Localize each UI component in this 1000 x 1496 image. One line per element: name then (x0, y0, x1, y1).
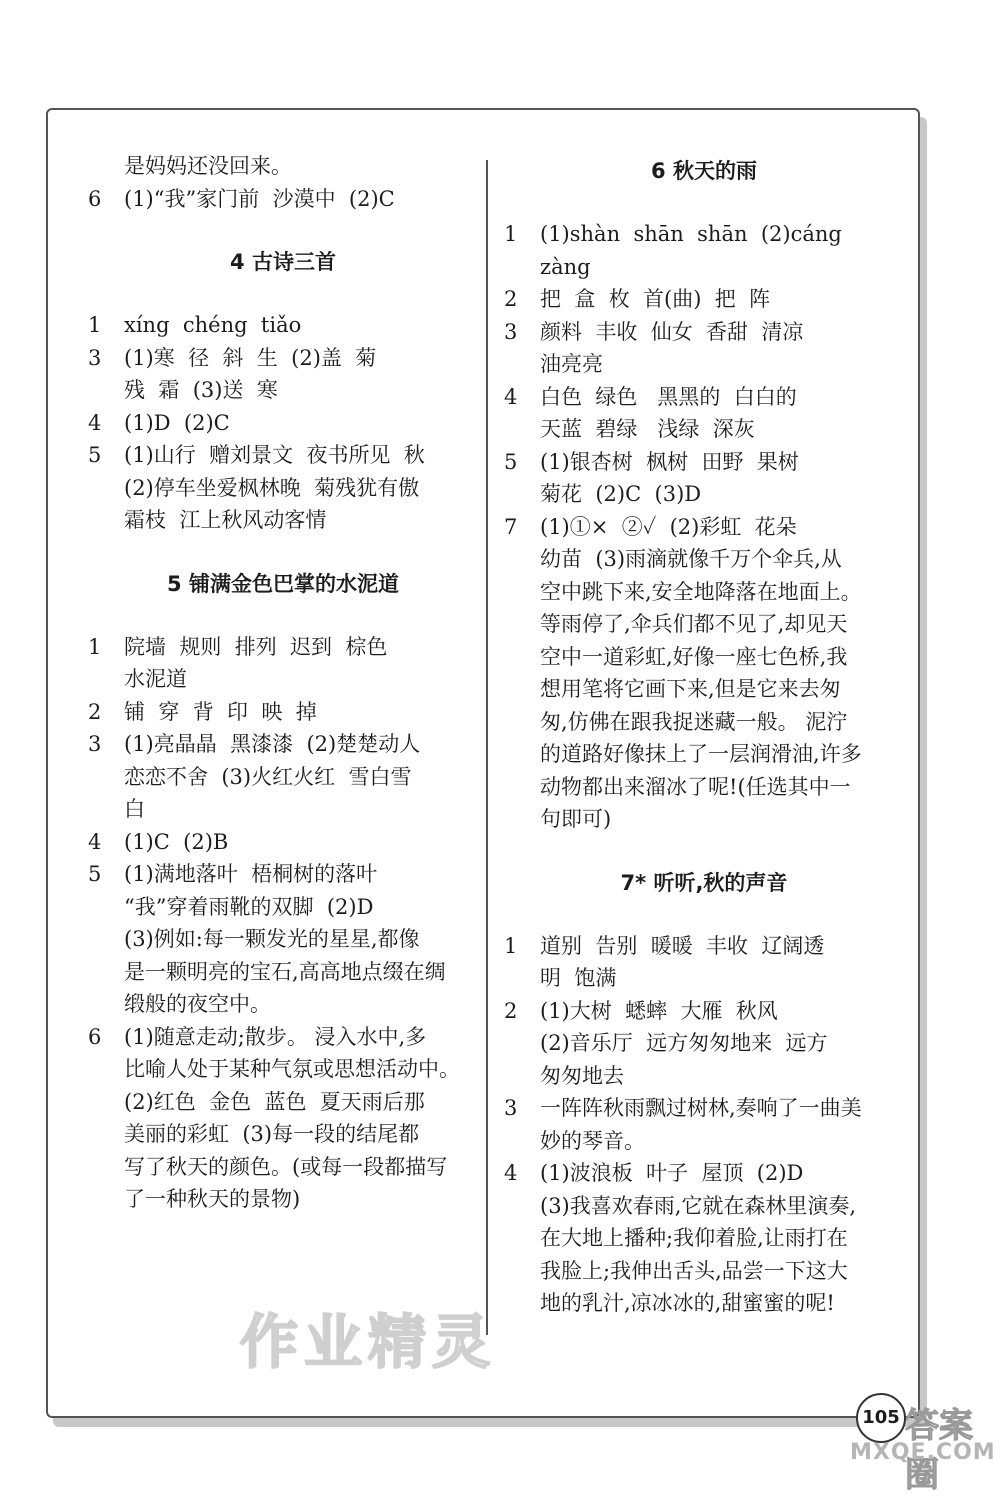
answer-text: 院墙 规则 排列 迟到 棕色 (124, 634, 388, 659)
answer-line (504, 738, 904, 771)
right-column (504, 150, 904, 1320)
answer-line (88, 472, 478, 505)
answer-line (88, 826, 478, 859)
answer-text: (1)山行 赠刘景文 夜书所见 秋 (124, 443, 425, 467)
answer-line (504, 608, 904, 641)
answer-line (504, 1027, 904, 1060)
section-title: 5 铺满金色巴掌的水泥道 (167, 571, 399, 596)
answer-text: 道别 告别 暖暖 丰收 辽阔透 (540, 933, 825, 958)
answer-line (88, 1151, 478, 1184)
question-number: 5 (88, 862, 102, 886)
answer-line (504, 251, 904, 284)
answer-text: 白 (124, 797, 145, 821)
section-title: 6 秋天的雨 (651, 159, 757, 183)
question-number: 2 (504, 998, 518, 1023)
answer-text: 把 盒 枚 首(曲) 把 阵 (540, 287, 771, 311)
answer-text: 空中跳下来,安全地降落在地面上。 (540, 579, 862, 604)
answer-text: (1)大树 蟋蟀 大雁 秋风 (540, 998, 778, 1023)
answer-text: (1)C (2)B (124, 829, 229, 854)
answer-text: 幼苗 (3)雨滴就像千万个伞兵,从 (540, 547, 842, 571)
answer-line (88, 1183, 478, 1216)
question-number: 1 (88, 634, 102, 659)
question-number: 3 (504, 319, 518, 344)
answer-text: 匆匆地去 (540, 1063, 624, 1088)
answer-line (504, 962, 904, 995)
answer-line (504, 1255, 904, 1288)
answer-line (504, 413, 904, 446)
answer-line (504, 1157, 904, 1190)
answer-line (88, 1118, 478, 1151)
question-number: 6 (88, 186, 102, 211)
answer-line (504, 641, 904, 674)
question-number: 3 (504, 1096, 518, 1120)
answer-line (504, 381, 904, 414)
answer-line (88, 150, 478, 183)
answer-line (88, 728, 478, 761)
answer-line (88, 696, 478, 729)
answer-line (88, 858, 478, 891)
answer-text: 是一颗明亮的宝石,高高地点缀在绸 (124, 959, 446, 984)
answer-line (88, 1021, 478, 1054)
answer-line (88, 663, 478, 696)
answer-text: 恋恋不舍 (3)火红火红 雪白雪 (124, 764, 412, 789)
answer-line (504, 706, 904, 739)
answer-line (88, 1053, 478, 1086)
question-number: 1 (504, 222, 518, 246)
answer-text: 白色 绿色 黑黑的 白白的 (540, 384, 797, 409)
column-divider (486, 160, 488, 1335)
answer-text: 匆,仿佛在跟我捉迷藏一般。 泥泞 (540, 709, 848, 734)
answer-line (88, 793, 478, 826)
answer-line (504, 995, 904, 1028)
answer-text: xíng chéng tiǎo (124, 313, 302, 337)
answer-line (88, 504, 478, 537)
page-number: 105 (856, 1393, 906, 1443)
answer-line (88, 1086, 478, 1119)
question-number: 2 (88, 699, 102, 724)
answer-text: (1)shàn shān shān (2)cáng (540, 222, 842, 246)
question-number: 4 (504, 384, 518, 409)
answer-line (504, 673, 904, 706)
left-intro (88, 150, 478, 215)
question-number: 5 (504, 449, 518, 474)
section-title: 7* 听听,秋的声音 (620, 870, 788, 895)
answer-line (504, 930, 904, 963)
answer-text: “我”穿着雨靴的双脚 (2)D (124, 894, 374, 919)
answer-line (504, 316, 904, 349)
answer-text: (1)波浪板 叶子 屋顶 (2)D (540, 1161, 804, 1185)
answer-text: 比喻人处于某种气氛或思想活动中。 (124, 1057, 460, 1081)
question-number: 5 (88, 443, 102, 467)
answer-line (504, 1060, 904, 1093)
answer-line (88, 988, 478, 1021)
answer-line (88, 956, 478, 989)
answer-line (88, 183, 478, 216)
answer-text: (1)①× ②✓ (2)彩虹 花朵 (540, 514, 797, 539)
answer-text: 缎般的夜空中。 (124, 992, 271, 1016)
answer-line (504, 1092, 904, 1125)
left-sections (88, 246, 478, 1216)
answer-text: 我脸上;我伸出舌头,品尝一下这大 (540, 1258, 848, 1283)
answer-text: 残 霜 (3)送 寒 (124, 378, 278, 402)
answer-line (88, 407, 478, 440)
answer-line (504, 348, 904, 381)
answer-text: (1)银杏树 枫树 田野 果树 (540, 449, 799, 474)
answer-line (504, 576, 904, 609)
answer-text: 油亮亮 (540, 352, 603, 376)
answer-text: 美丽的彩虹 (3)每一段的结尾都 (124, 1122, 420, 1146)
answer-line (88, 439, 478, 472)
answer-text: 一阵阵秋雨飘过树林,奏响了一曲美 (540, 1096, 862, 1120)
answer-text: 水泥道 (124, 667, 187, 691)
answer-line (88, 342, 478, 375)
answer-text: 在大地上播种;我仰着脸,让雨打在 (540, 1226, 848, 1250)
answer-text: (2)停车坐爱枫林晚 菊残犹有傲 (124, 475, 420, 500)
question-number: 6 (88, 1024, 102, 1049)
question-number: 7 (504, 514, 518, 539)
section-title: 4 古诗三首 (230, 250, 336, 274)
site-url: MXQE.COM (850, 1440, 996, 1465)
right-sections (504, 155, 904, 1320)
question-number: 2 (504, 287, 518, 311)
answer-line (88, 374, 478, 407)
answer-text: (1)随意走动;散步。 浸入水中,多 (124, 1024, 427, 1049)
answer-line (504, 1125, 904, 1158)
answer-text: 句即可) (540, 807, 612, 831)
answer-text: 霜枝 江上秋风动客情 (124, 508, 327, 532)
answer-line (88, 923, 478, 956)
answer-line (504, 446, 904, 479)
answer-text: (3)我喜欢春雨,它就在森林里演奏, (540, 1193, 857, 1218)
answer-text: 地的乳汁,凉冰冰的,甜蜜蜜的呢! (540, 1291, 835, 1315)
question-number: 4 (504, 1161, 518, 1185)
answer-line (504, 803, 904, 836)
answer-line (504, 1190, 904, 1223)
answer-text: 的道路好像抹上了一层润滑油,许多 (540, 742, 862, 766)
answer-text: 写了秋天的颜色。(或每一段都描写 (124, 1154, 448, 1179)
answer-line (88, 309, 478, 342)
answer-text: (1)满地落叶 梧桐树的落叶 (124, 862, 378, 886)
answer-text: (1)寒 径 斜 生 (2)盖 菊 (124, 345, 377, 370)
answer-text: 颜料 丰收 仙女 香甜 清凉 (540, 319, 804, 344)
answer-line (504, 543, 904, 576)
question-number: 1 (504, 933, 518, 958)
question-number: 4 (88, 410, 102, 435)
answer-text: (3)例如:每一颗发光的星星,都像 (124, 927, 420, 951)
answer-text: zàng (540, 254, 591, 279)
answer-text: 菊花 (2)C (3)D (540, 482, 702, 506)
question-number: 1 (88, 313, 102, 337)
question-number: 3 (88, 345, 102, 370)
site-logo: 答案圈 (905, 1406, 973, 1495)
answer-line (504, 218, 904, 251)
answer-text: 想用笔将它画下来,但是它来去匆 (540, 677, 841, 701)
answer-line (504, 771, 904, 804)
answer-text: 了一种秋天的景物) (124, 1187, 301, 1211)
answer-line (504, 478, 904, 511)
answer-text: 动物都出来溜冰了呢!(任选其中一 (540, 774, 851, 799)
answer-line (504, 1287, 904, 1320)
answer-line (88, 761, 478, 794)
answer-text: (1)“我”家门前 沙漠中 (2)C (124, 186, 395, 211)
left-column (88, 150, 478, 1216)
answer-text: (2)音乐厅 远方匆匆地来 远方 (540, 1031, 828, 1055)
answer-text: (1)亮晶晶 黑漆漆 (2)楚楚动人 (124, 732, 421, 756)
answer-text: 明 饱满 (540, 966, 617, 990)
answer-text: 空中一道彩虹,好像一座七色桥,我 (540, 644, 848, 669)
question-number: 3 (88, 732, 102, 756)
answer-line (88, 631, 478, 664)
answer-line (504, 1222, 904, 1255)
answer-text: (2)红色 金色 蓝色 夏天雨后那 (124, 1089, 425, 1114)
answer-text: 铺 穿 背 印 映 掉 (124, 699, 317, 724)
answer-line (504, 511, 904, 544)
answer-text: (1)D (2)C (124, 410, 230, 435)
watermark-text: 作业精灵 (240, 1308, 497, 1376)
question-number: 4 (88, 829, 102, 854)
answer-line (504, 283, 904, 316)
answer-line (88, 891, 478, 924)
answer-text: 天蓝 碧绿 浅绿 深灰 (540, 417, 755, 441)
answer-text: 等雨停了,伞兵们都不见了,却见天 (540, 612, 848, 636)
answer-text: 妙的琴音。 (540, 1128, 645, 1153)
answer-text: 是妈妈还没回来。 (124, 154, 292, 178)
